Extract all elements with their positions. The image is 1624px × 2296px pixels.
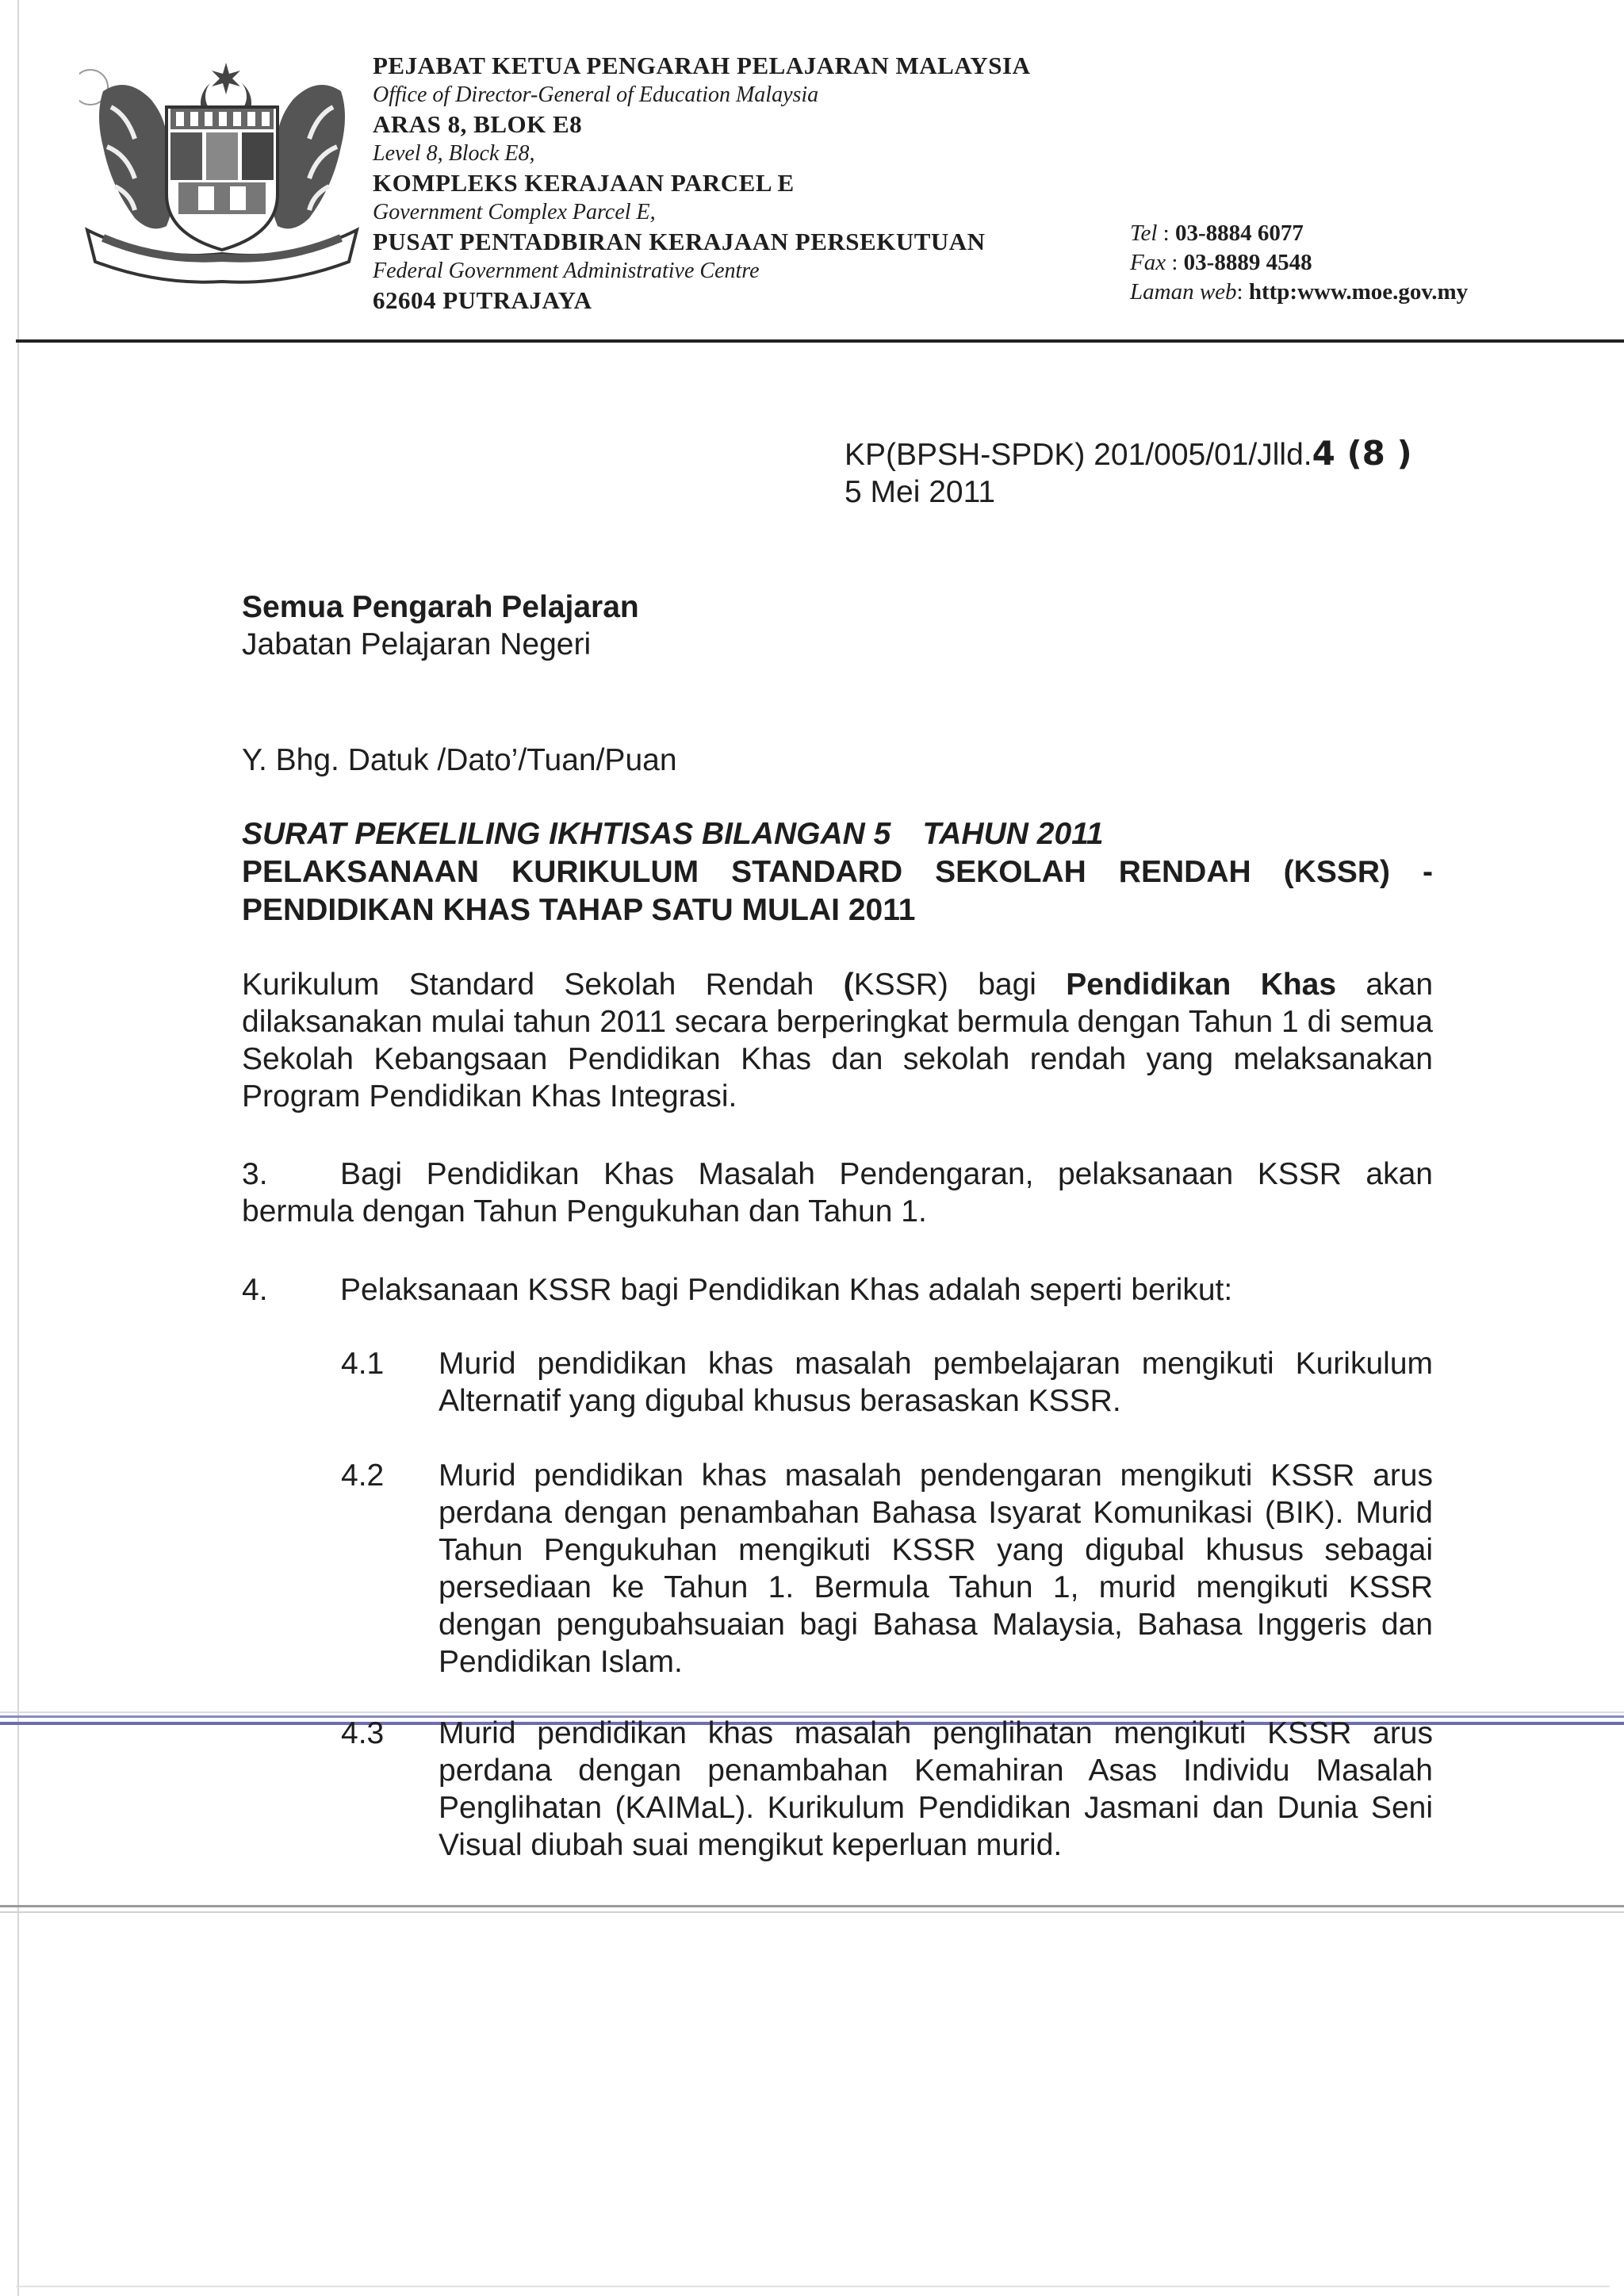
reference-number-line bbox=[845, 435, 1412, 473]
letterhead-line: KOMPLEKS KERAJAAN PARCEL E bbox=[373, 169, 795, 197]
scan-margin-line bbox=[17, 0, 19, 2296]
scan-artifact-line bbox=[0, 1905, 1624, 1907]
list-item-text: Murid pendidikan khas masalah penglihatan mengikuti KSSR arus perdana dengan penambahan Kemahiran Asas Individu Masalah Penglihatan (KAIMaL). Kurikulum Pendidikan Jasmani dan Dunia Seni Visual diubah suai mengikut keperluan murid. bbox=[439, 1716, 1433, 1862]
subject-line: PENDIDIKAN KHAS TAHAP SATU MULAI 2011 bbox=[242, 893, 916, 927]
fax-label: Fax bbox=[1130, 250, 1166, 275]
letterhead-address bbox=[373, 51, 1030, 315]
letterhead-line: Office of Director-General of Education Malaysia bbox=[373, 82, 819, 107]
list-item-text: Murid pendidikan khas masalah pendengaran mengikuti KSSR arus perdana dengan penambahan Bahasa Isyarat Komunikasi (BIK). Murid Tahun Pengukuhan mengikuti KSSR yang digubal khusus sebagai persediaan ke Tahun 1. Bermula Tahun 1, murid mengikuti KSSR dengan pengubahsuaian bagi Bahasa Malaysia, Bahasa Inggeris dan Pendidikan Islam. bbox=[439, 1458, 1433, 1679]
subject-heading bbox=[242, 853, 1433, 930]
paragraph-4 bbox=[242, 1271, 1433, 1309]
list-item-number: 4.2 bbox=[341, 1458, 385, 1493]
letter-date: 5 Mei 2011 bbox=[845, 475, 996, 509]
list-item-number: 4.3 bbox=[341, 1716, 385, 1750]
recipient-department: Jabatan Pelajaran Negeri bbox=[242, 627, 592, 661]
letterhead-divider bbox=[16, 339, 1624, 343]
letterhead-line: Federal Government Administrative Centre bbox=[373, 259, 760, 283]
tel-label: Tel bbox=[1130, 220, 1158, 246]
letterhead-contact bbox=[1130, 219, 1468, 307]
letterhead-line: Government Complex Parcel E, bbox=[373, 200, 656, 224]
paragraph-number: 3. bbox=[242, 1157, 268, 1191]
paragraph-text: Bagi Pendidikan Khas Masalah Pendengaran, pelaksanaan KSSR akan bermula dengan Tahun Pengukuhan dan Tahun 1. bbox=[242, 1157, 1433, 1228]
reference-number: KP(BPSH-SPDK) 201/005/01/Jlld. bbox=[845, 438, 1312, 472]
letterhead-line: 62604 PUTRAJAYA bbox=[373, 286, 592, 314]
scan-bottom-edge bbox=[16, 2286, 1610, 2287]
scan-artifact-line bbox=[0, 1711, 1624, 1713]
paragraph-text: Kurikulum Standard Sekolah Rendah bbox=[242, 968, 844, 1002]
salutation: Y. Bhg. Datuk /Dato’/Tuan/Puan bbox=[242, 743, 677, 777]
circular-year: TAHUN 2011 bbox=[922, 817, 1104, 851]
letterhead-line: PUSAT PENTADBIRAN KERAJAAN PERSEKUTUAN bbox=[373, 228, 986, 255]
telephone-line: Tel : 03-8884 6077 bbox=[1130, 220, 1304, 246]
website-line: Laman web: http:www.moe.gov.my bbox=[1130, 279, 1469, 305]
letterhead-line: Level 8, Block E8, bbox=[373, 141, 535, 166]
recipient-block bbox=[242, 588, 639, 663]
circular-number: SURAT PEKELILING IKHTISAS BILANGAN 5 bbox=[242, 817, 891, 851]
paragraph-1 bbox=[242, 966, 1433, 1115]
web-value: http:www.moe.gov.my bbox=[1248, 279, 1469, 305]
paragraph-text: Pelaksanaan KSSR bagi Pendidikan Khas adalah seperti berikut: bbox=[340, 1273, 1233, 1307]
letterhead-line: PEJABAT KETUA PENGARAH PELAJARAN MALAYSIA bbox=[373, 52, 1031, 79]
paragraph-3 bbox=[242, 1156, 1433, 1230]
letterhead-line: ARAS 8, BLOK E8 bbox=[373, 110, 583, 138]
circular-title bbox=[242, 817, 1104, 852]
list-item-text: Murid pendidikan khas masalah pembelajaran mengikuti Kurikulum Alternatif yang digubal khusus berasaskan KSSR. bbox=[439, 1347, 1433, 1418]
scan-artifact-line bbox=[0, 1911, 1624, 1913]
fax-line: Fax : 03-8889 4548 bbox=[1130, 250, 1312, 275]
web-label: Laman web bbox=[1130, 279, 1237, 305]
paragraph-text: ( bbox=[843, 968, 854, 1002]
paragraph-number: 4. bbox=[242, 1273, 268, 1307]
tel-value: 03-8884 6077 bbox=[1174, 220, 1304, 246]
paragraph-text: KSSR) bagi bbox=[853, 968, 1067, 1002]
coat-of-arms-icon bbox=[79, 59, 365, 289]
paragraph-text: akan dilaksanakan mulai tahun 2011 secara berperingkat bermula dengan Tahun 1 di semua Sekolah Kebangsaan Pendidikan Khas dan sekolah rendah yang melaksanakan Program Pendidikan Khas Integrasi. bbox=[242, 968, 1434, 1114]
subject-line: PELAKSANAAN KURIKULUM STANDARD SEKOLAH RENDAH (KSSR) - bbox=[242, 855, 1433, 889]
list-item-number: 4.1 bbox=[341, 1347, 385, 1381]
recipient-name: Semua Pengarah Pelajaran bbox=[242, 590, 639, 624]
fax-value: 03-8889 4548 bbox=[1183, 250, 1312, 275]
reference-block bbox=[845, 435, 1412, 511]
handwritten-number: 4 (8 ) bbox=[1312, 434, 1412, 473]
bold-term: Pendidikan Khas bbox=[1066, 968, 1337, 1002]
